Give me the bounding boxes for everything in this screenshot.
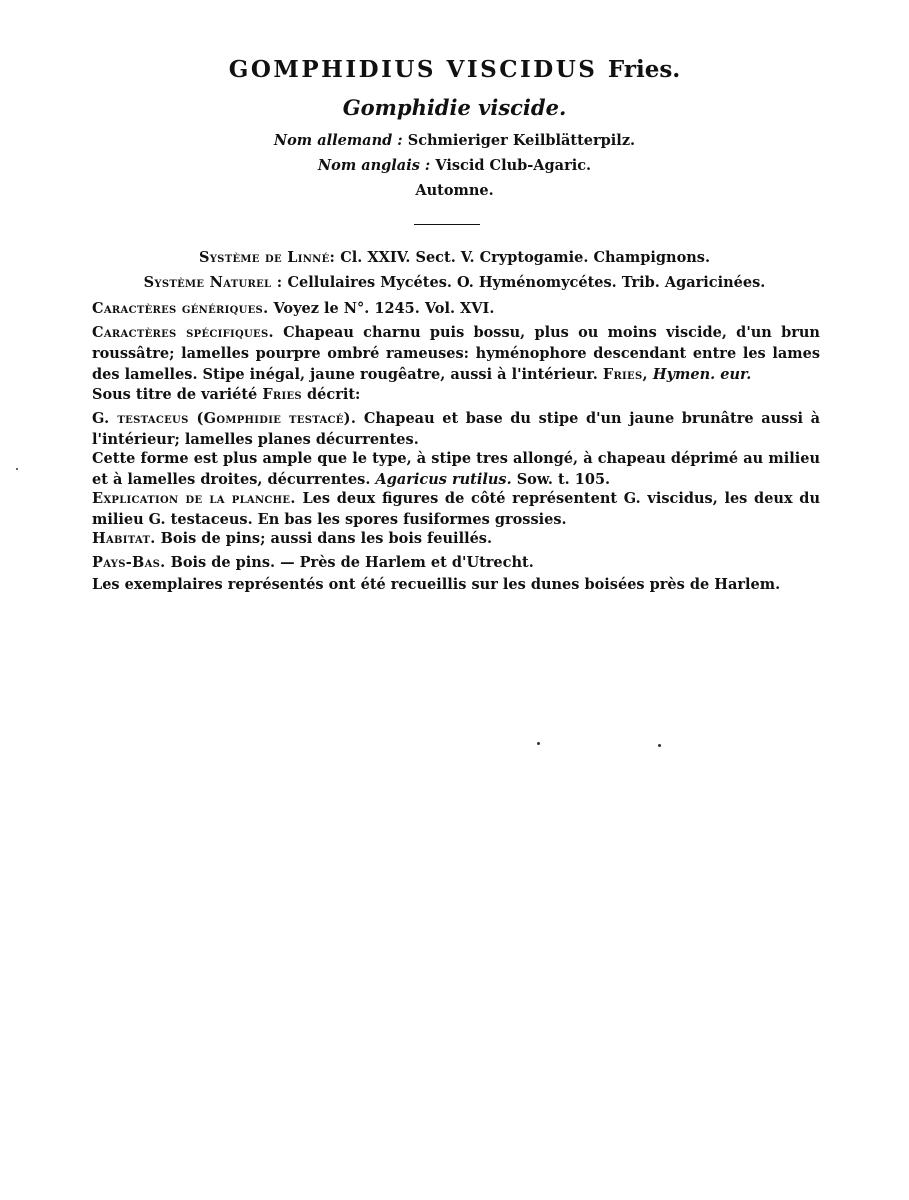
exemplaires-paragraph (92, 574, 820, 595)
testaceus-paragraph (92, 408, 820, 450)
title-genus-species: GOMPHIDIUS VISCIDUS (228, 56, 598, 83)
generiques-text: Voyez le N°. 1245. Vol. XVI. (273, 300, 495, 317)
season: Automne. (415, 182, 494, 199)
habitat-label: Habitat. (92, 530, 156, 547)
systeme-linne (0, 249, 909, 266)
systeme-naturel (0, 274, 909, 291)
explication-paragraph (92, 488, 820, 530)
systeme-linne-label: Système de Linné: (198, 249, 336, 266)
page-title (0, 56, 909, 83)
nom-allemand-value: Schmieriger Keilblätterpilz. (407, 132, 636, 149)
exemplaires-text: Les exemplaires représentés ont été recueillis sur les dunes boisées près de Harlem. (92, 576, 781, 593)
caracteres-specifiques (92, 322, 820, 385)
variete-text-before: Sous titre de variété (92, 386, 258, 403)
nom-anglais (0, 157, 909, 174)
explication-label: Explication de la planche. (92, 490, 296, 507)
testaceus-label: G. testaceus (Gomphidie testacé). (92, 410, 357, 427)
systeme-naturel-label: Système Naturel : (143, 274, 283, 291)
divider-rule (414, 224, 480, 225)
systeme-linne-text: Cl. XXIV. Sect. V. Cryptogamie. Champignons. (340, 249, 711, 266)
forme-text: Cette forme est plus ample que le type, à stipe tres allongé, à chapeau déprimé au milieu et à lamelles droites, décurrentes. (92, 450, 820, 488)
testaceus-text: Chapeau et base du stipe d'un jaune brunâtre aussi à l'intérieur; lamelles planes décurrentes. (92, 410, 820, 448)
paysbas-paragraph (92, 552, 820, 573)
specifiques-author: Fries, (602, 366, 648, 383)
specifiques-label: Caractères spécifiques. (92, 324, 274, 341)
habitat-paragraph (92, 528, 820, 549)
forme-paragraph (92, 448, 820, 490)
page-subtitle: Gomphidie viscide. (342, 95, 567, 120)
paysbas-label: Pays-Bas. (92, 554, 166, 571)
nom-anglais-value: Viscid Club-Agaric. (435, 157, 592, 174)
variete-text-after: décrit: (307, 386, 361, 403)
systeme-naturel-text: Cellulaires Mycétes. O. Hyménomycétes. Trib. Agaricinées. (287, 274, 766, 291)
scan-speck (537, 742, 540, 745)
title-author: Fries. (607, 56, 681, 83)
explication-text: Les deux figures de côté représentent G. viscidus, les deux du milieu G. testaceus. En bas les spores fusiformes grossies. (92, 490, 820, 528)
specifiques-text: Chapeau charnu puis bossu, plus ou moins viscide, d'un brun roussâtre; lamelles pourpre ombré rameuses: hyménophore descendant entre les lames des lamelles. Stipe inégal, jaune rougêatre, aussi à l'intérieur. (92, 324, 820, 383)
variete-intro (92, 384, 820, 405)
paysbas-text: Bois de pins. — Près de Harlem et d'Utrecht. (170, 554, 534, 571)
habitat-text: Bois de pins; aussi dans les bois feuillés. (160, 530, 493, 547)
nom-allemand (0, 132, 909, 149)
nom-allemand-label: Nom allemand : (273, 132, 403, 149)
caracteres-generiques (92, 298, 820, 319)
forme-ref: Agaricus rutilus. (375, 471, 512, 488)
variete-author: Fries (262, 386, 302, 403)
nom-anglais-label: Nom anglais : (317, 157, 431, 174)
specifiques-ref: Hymen. eur. (652, 366, 752, 383)
forme-ref-after: Sow. t. 105. (516, 471, 611, 488)
scan-speck (16, 468, 18, 470)
scan-speck (658, 744, 661, 747)
generiques-label: Caractères génériques. (92, 300, 269, 317)
